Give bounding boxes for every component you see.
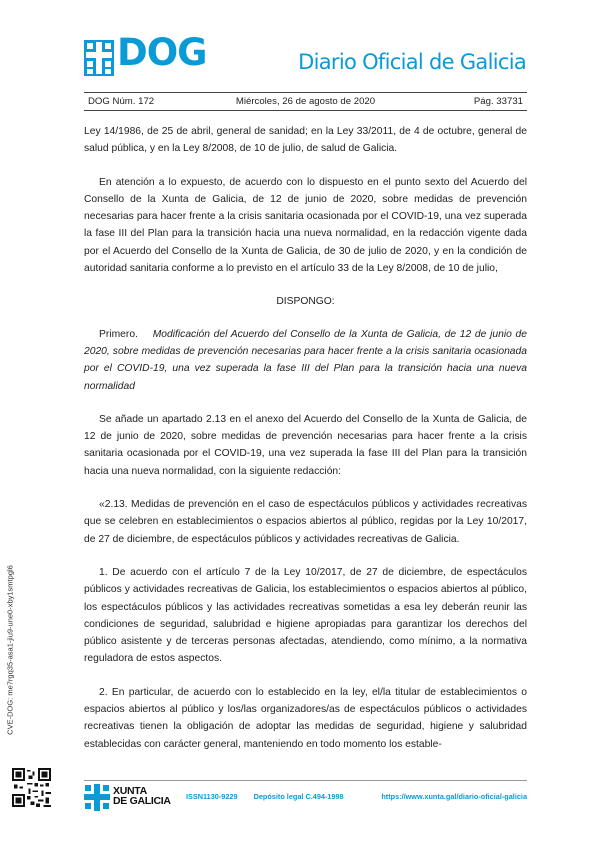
document-body [84, 123, 527, 769]
paragraph: Ley 14/1986, de 25 de abril, general de sanidad; en la Ley 33/2011, de 4 de octubre, general de salud pública, y en la Ley 8/2008, de 10 de julio, de salud de Galicia. [84, 126, 527, 155]
article-heading [84, 326, 527, 395]
xunta-line2: DE GALICIA [113, 795, 171, 807]
paragraph: 2. En particular, de acuerdo con lo establecido en la ley, el/la titular de establecimientos o espacios abiertos al público y los/las organizadores/as de espectáculos públicos o actividades recreativas tienen la obligación de adoptar las medidas de seguridad, higiene y salubridad establecidas con carácter general, manteniendo en todo momento los estable- [84, 686, 527, 750]
article-title: Modificación del Acuerdo del Consello de la Xunta de Galicia, de 12 de junio de 2020, sobre medidas de prevención necesarias para hacer frente a la crisis sanitaria ocasionada por el COVID-19, una vez superada la fase III del Plan para la transición hacia una nueva normalidad [84, 328, 527, 392]
xunta-logo-icon [84, 784, 110, 811]
issue-date: Miércoles, 26 de agosto de 2020 [235, 96, 376, 107]
page-number: Pág. 33731 [473, 96, 523, 107]
dog-logo-text: DOG [117, 31, 207, 74]
footer-divider [84, 780, 527, 781]
dog-website-link[interactable]: https://www.xunta.gal/diario-oficial-galicia [381, 792, 527, 801]
paragraph: Se añade un apartado 2.13 en el anexo del Acuerdo del Consello de la Xunta de Galicia, de 12 de junio de 2020, sobre medidas de prevención necesarias para hacer frente a la crisis sanitaria ocasionada por el COVID-19, una vez superada la fase III del Plan para la transición hacia una nueva normalidad, con la siguiente redacción: [84, 413, 527, 477]
qr-code-icon [12, 768, 51, 807]
paragraph: En atención a lo expuesto, de acuerdo con lo dispuesto en el punto sexto del Acuerdo del Consello de la Xunta de Galicia, de 12 de junio de 2020, sobre medidas de prevención necesarias para hacer frente a la crisis sanitaria ocasionada por el COVID-19, una vez superada la fase III del Plan para la transición hacia una nueva normalidad, en la redacción vigente dada por el Acuerdo del Consello de la Xunta de Galicia, de 30 de julio de 2020, y en la condición de autoridad sanitaria conforme a lo previsto en el artículo 33 de la Ley 8/2008, de 10 de julio, [84, 176, 527, 275]
issue-header [84, 92, 527, 111]
legal-deposit: Depósito legal C.494-1998 [253, 792, 344, 801]
publication-title: Diario Oficial de Galicia [298, 50, 526, 74]
xunta-line1: XUNTA [113, 785, 147, 797]
paragraph: 1. De acuerdo con el artículo 7 de la Ley 10/2017, de 27 de diciembre, de espectáculos públicos y actividades recreativas de Galicia, los establecimientos o espacios abiertos al público, los espectáculos públicos y las actividades recreativas sometidas a esa ley deberán reunir las condiciones de seguridad, salubridad e higiene apropiadas para garantizar los derechos del público asistente y de terceras personas afectadas, atendiendo, como mínimo, a la normativa reguladora de estos aspectos. [84, 566, 527, 665]
paragraph: «2.13. Medidas de prevención en el caso de espectáculos públicos y actividades recreativas que se celebren en establecimientos o espacios abiertos al público, regidas por la Ley 10/2017, de 27 de diciembre, de espectáculos públicos y actividades recreativas de Galicia. [84, 499, 527, 545]
issue-number: DOG Núm. 172 [88, 96, 155, 107]
footer-info [186, 792, 358, 801]
dog-cross-logo-icon [84, 40, 114, 76]
issn: ISSN1130-9229 [186, 792, 238, 801]
dispongo-heading: DISPONGO: [276, 296, 335, 308]
cve-code [0, 550, 20, 750]
article-label: Primero. [99, 328, 138, 340]
cve-text: CVE-DOG: me7rgq35-asa1-jiu9-une0-xby1smtpgl6 [5, 565, 15, 735]
xunta-de-galicia-wordmark [113, 786, 171, 806]
